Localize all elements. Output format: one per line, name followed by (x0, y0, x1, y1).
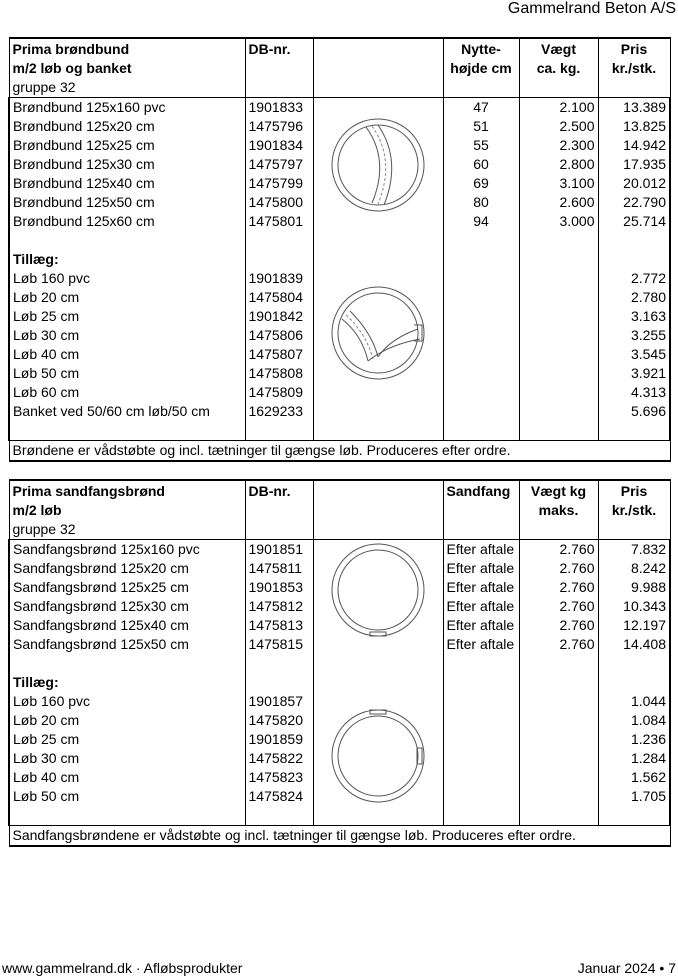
db-number: 1475796 (245, 117, 313, 136)
empty-cell (519, 383, 598, 402)
spacer-row (9, 673, 670, 692)
image-cell (313, 730, 443, 749)
db-number: 1475823 (245, 768, 313, 787)
weight-value: 2.760 (519, 635, 598, 654)
table-row (9, 578, 670, 597)
spacer (9, 806, 245, 825)
empty-cell (519, 345, 598, 364)
empty-cell (443, 307, 519, 326)
sandfang-value: Efter aftale (443, 616, 519, 635)
db-number: 1475807 (245, 345, 313, 364)
empty-cell (443, 326, 519, 345)
price-value: 3.163 (598, 307, 670, 326)
addon-row (9, 730, 670, 749)
product-group: gruppe 32 (12, 79, 76, 95)
addon-row (9, 787, 670, 806)
product-name: Banket ved 50/60 cm løb/50 cm (9, 402, 245, 421)
table-row (9, 635, 670, 654)
db-number: 1475815 (245, 635, 313, 654)
empty-cell (519, 231, 598, 250)
empty-cell (443, 269, 519, 288)
db-number: 1475809 (245, 383, 313, 402)
image-cell (313, 136, 443, 155)
image-cell (313, 768, 443, 787)
weight-value: 2.500 (519, 117, 598, 136)
product-name: Sandfangsbrønd 125x160 pvc (9, 540, 245, 560)
weight-value: 3.100 (519, 174, 598, 193)
addon-row (9, 402, 670, 421)
image-cell (313, 193, 443, 212)
image-cell (313, 578, 443, 597)
price-value: 9.988 (598, 578, 670, 597)
col-header-weight: Vægt ca. kg. (519, 38, 598, 98)
price-value: 3.255 (598, 326, 670, 345)
price-value: 20.012 (598, 174, 670, 193)
col-header-image (313, 480, 443, 540)
empty-cell (443, 288, 519, 307)
spacer-row (9, 421, 670, 440)
product-name: Løb 160 pvc (9, 692, 245, 711)
company-name: Gammelrand Beton A/S (507, 0, 676, 17)
empty-cell (313, 250, 443, 269)
addon-row (9, 364, 670, 383)
db-number: 1901834 (245, 136, 313, 155)
empty-cell (598, 654, 670, 673)
empty-cell (598, 673, 670, 692)
spacer-row (9, 654, 670, 673)
product-name: Løb 160 pvc (9, 269, 245, 288)
image-cell (313, 364, 443, 383)
col-header-db: DB-nr. (245, 480, 313, 540)
price-value: 3.921 (598, 364, 670, 383)
addon-row (9, 711, 670, 730)
product-title-cell (9, 38, 245, 98)
price-value: 13.825 (598, 117, 670, 136)
price-value: 10.343 (598, 597, 670, 616)
addon-row (9, 288, 670, 307)
product-name: Løb 60 cm (9, 383, 245, 402)
product-name: Sandfangsbrønd 125x30 cm (9, 597, 245, 616)
empty-cell (519, 364, 598, 383)
empty-cell (598, 806, 670, 825)
price-value: 3.545 (598, 345, 670, 364)
empty-cell (245, 806, 313, 825)
empty-cell (443, 787, 519, 806)
table-note: Brøndene er vådstøbte og incl. tætninger til gængse løb. Produceres efter ordre. (9, 440, 670, 461)
product-name: Brøndbund 125x25 cm (9, 136, 245, 155)
addon-row (9, 307, 670, 326)
empty-cell (443, 421, 519, 440)
product-group: gruppe 32 (12, 521, 76, 537)
table-row (9, 212, 670, 231)
sandfang-value: Efter aftale (443, 540, 519, 560)
table-row (9, 597, 670, 616)
table-row (9, 117, 670, 136)
addon-row (9, 383, 670, 402)
empty-cell (443, 768, 519, 787)
image-cell (313, 307, 443, 326)
addon-label: Tillæg: (9, 250, 245, 269)
db-number: 1475813 (245, 616, 313, 635)
empty-cell (443, 345, 519, 364)
col-header-db: DB-nr. (245, 38, 313, 98)
product-name: Sandfangsbrønd 125x50 cm (9, 635, 245, 654)
product-name: Brøndbund 125x60 cm (9, 212, 245, 231)
empty-cell (443, 364, 519, 383)
table-row (9, 559, 670, 578)
price-value: 14.942 (598, 136, 670, 155)
db-number: 1475801 (245, 212, 313, 231)
col-header-price: Pris kr./stk. (598, 38, 670, 98)
empty-cell (598, 421, 670, 440)
image-cell (313, 326, 443, 345)
db-number: 1901833 (245, 98, 313, 118)
empty-cell (519, 787, 598, 806)
weight-value: 2.760 (519, 597, 598, 616)
weight-value: 2.760 (519, 616, 598, 635)
empty-cell (443, 711, 519, 730)
product-title-cell (9, 480, 245, 540)
empty-cell (519, 806, 598, 825)
weight-value: 2.600 (519, 193, 598, 212)
col-header-price: Pris kr./stk. (598, 480, 670, 540)
price-value: 1.705 (598, 787, 670, 806)
weight-value: 2.760 (519, 559, 598, 578)
height-value: 47 (443, 98, 519, 118)
spacer-row (9, 250, 670, 269)
empty-cell (443, 402, 519, 421)
image-cell (313, 345, 443, 364)
footer-website: www.gammelrand.dk · Afløbsprodukter (2, 960, 243, 976)
height-value: 80 (443, 193, 519, 212)
product-name: Løb 40 cm (9, 345, 245, 364)
image-cell (313, 383, 443, 402)
empty-cell (519, 673, 598, 692)
empty-cell (443, 231, 519, 250)
price-value: 22.790 (598, 193, 670, 212)
table-row (9, 136, 670, 155)
db-number: 1475808 (245, 364, 313, 383)
spacer-row (9, 806, 670, 825)
product-title: Prima sandfangsbrønd (12, 483, 165, 499)
sandfang-value: Efter aftale (443, 578, 519, 597)
table-row (9, 616, 670, 635)
db-number: 1901857 (245, 692, 313, 711)
price-value: 1.044 (598, 692, 670, 711)
height-value: 60 (443, 155, 519, 174)
empty-cell (245, 250, 313, 269)
db-number: 1475797 (245, 155, 313, 174)
db-number: 1629233 (245, 402, 313, 421)
db-number: 1901859 (245, 730, 313, 749)
db-number: 1901851 (245, 540, 313, 560)
table-header (9, 38, 670, 98)
image-cell (313, 155, 443, 174)
empty-cell (443, 749, 519, 768)
empty-cell (245, 421, 313, 440)
image-cell (313, 402, 443, 421)
image-cell (313, 616, 443, 635)
product-name: Løb 30 cm (9, 749, 245, 768)
db-number: 1475811 (245, 559, 313, 578)
price-value: 7.832 (598, 540, 670, 560)
product-name: Løb 40 cm (9, 768, 245, 787)
price-value: 1.236 (598, 730, 670, 749)
weight-value: 2.300 (519, 136, 598, 155)
weight-value: 3.000 (519, 212, 598, 231)
db-number: 1475799 (245, 174, 313, 193)
product-subtitle: m/2 løb (12, 502, 62, 518)
table-header (9, 480, 670, 540)
spacer (9, 231, 245, 250)
image-cell (313, 597, 443, 616)
product-name: Brøndbund 125x20 cm (9, 117, 245, 136)
product-name: Brøndbund 125x160 pvc (9, 98, 245, 118)
image-cell (313, 749, 443, 768)
addon-row (9, 326, 670, 345)
spacer-row (9, 231, 670, 250)
price-value: 4.313 (598, 383, 670, 402)
empty-cell (443, 250, 519, 269)
col-header-height: Nytte- højde cm (443, 38, 519, 98)
empty-cell (519, 269, 598, 288)
empty-cell (443, 383, 519, 402)
image-cell (313, 787, 443, 806)
image-cell (313, 117, 443, 136)
empty-cell (313, 654, 443, 673)
height-value: 94 (443, 212, 519, 231)
price-value: 13.389 (598, 98, 670, 118)
product-name: Sandfangsbrønd 125x40 cm (9, 616, 245, 635)
footer-date-page: Januar 2024 • 7 (577, 960, 676, 976)
product-name: Løb 50 cm (9, 364, 245, 383)
empty-cell (245, 231, 313, 250)
empty-cell (519, 326, 598, 345)
product-title: Prima brøndbund (12, 41, 130, 57)
table-row (9, 174, 670, 193)
product-name: Sandfangsbrønd 125x20 cm (9, 559, 245, 578)
table-note-row (9, 440, 670, 461)
empty-cell (519, 749, 598, 768)
weight-value: 2.760 (519, 578, 598, 597)
price-value: 8.242 (598, 559, 670, 578)
table-row (9, 155, 670, 174)
table-note-row (9, 825, 670, 846)
db-number: 1475824 (245, 787, 313, 806)
db-number: 1475804 (245, 288, 313, 307)
price-value: 2.780 (598, 288, 670, 307)
price-value: 2.772 (598, 269, 670, 288)
addon-row (9, 749, 670, 768)
weight-value: 2.760 (519, 540, 598, 560)
price-value: 14.408 (598, 635, 670, 654)
product-subtitle: m/2 løb og banket (12, 60, 132, 76)
image-cell (313, 288, 443, 307)
addon-label: Tillæg: (9, 673, 245, 692)
col-header-weight: Vægt kg maks. (519, 480, 598, 540)
db-number: 1901853 (245, 578, 313, 597)
price-value: 5.696 (598, 402, 670, 421)
price-value: 1.084 (598, 711, 670, 730)
col-header-image (313, 38, 443, 98)
product-name: Løb 20 cm (9, 711, 245, 730)
height-value: 55 (443, 136, 519, 155)
empty-cell (313, 673, 443, 692)
empty-cell (519, 402, 598, 421)
empty-cell (519, 730, 598, 749)
price-value: 1.562 (598, 768, 670, 787)
sandfang-value: Efter aftale (443, 559, 519, 578)
image-cell (313, 174, 443, 193)
empty-cell (313, 806, 443, 825)
empty-cell (443, 692, 519, 711)
price-value: 17.935 (598, 155, 670, 174)
price-value: 25.714 (598, 212, 670, 231)
image-cell (313, 711, 443, 730)
db-number: 1901842 (245, 307, 313, 326)
db-number: 1901839 (245, 269, 313, 288)
image-cell (313, 559, 443, 578)
db-number: 1475822 (245, 749, 313, 768)
db-number: 1475812 (245, 597, 313, 616)
price-table-brondbund (8, 37, 671, 462)
product-name: Løb 30 cm (9, 326, 245, 345)
spacer (9, 654, 245, 673)
sandfang-value: Efter aftale (443, 597, 519, 616)
empty-cell (443, 673, 519, 692)
table-note: Sandfangsbrøndene er vådstøbte og incl. tætninger til gængse løb. Produceres efter ordre. (9, 825, 670, 846)
empty-cell (443, 730, 519, 749)
db-number: 1475806 (245, 326, 313, 345)
empty-cell (598, 231, 670, 250)
empty-cell (598, 250, 670, 269)
empty-cell (519, 692, 598, 711)
table-row (9, 193, 670, 212)
product-name: Brøndbund 125x50 cm (9, 193, 245, 212)
price-value: 12.197 (598, 616, 670, 635)
db-number: 1475820 (245, 711, 313, 730)
price-table-sandfang (8, 479, 671, 847)
weight-value: 2.800 (519, 155, 598, 174)
addon-row (9, 768, 670, 787)
empty-cell (519, 307, 598, 326)
product-name: Brøndbund 125x30 cm (9, 155, 245, 174)
empty-cell (313, 421, 443, 440)
product-name: Brøndbund 125x40 cm (9, 174, 245, 193)
empty-cell (519, 654, 598, 673)
empty-cell (519, 711, 598, 730)
col-header-sandfang: Sandfang (443, 480, 519, 540)
image-cell (313, 212, 443, 231)
empty-cell (519, 768, 598, 787)
price-value: 1.284 (598, 749, 670, 768)
image-cell (313, 635, 443, 654)
height-value: 69 (443, 174, 519, 193)
addon-row (9, 345, 670, 364)
product-name: Sandfangsbrønd 125x25 cm (9, 578, 245, 597)
weight-value: 2.100 (519, 98, 598, 118)
empty-cell (313, 231, 443, 250)
db-number: 1475800 (245, 193, 313, 212)
product-name: Løb 20 cm (9, 288, 245, 307)
empty-cell (519, 421, 598, 440)
spacer (9, 421, 245, 440)
sandfang-value: Efter aftale (443, 635, 519, 654)
product-name: Løb 25 cm (9, 730, 245, 749)
empty-cell (443, 654, 519, 673)
product-name: Løb 50 cm (9, 787, 245, 806)
empty-cell (519, 250, 598, 269)
empty-cell (245, 673, 313, 692)
product-name: Løb 25 cm (9, 307, 245, 326)
empty-cell (519, 288, 598, 307)
height-value: 51 (443, 117, 519, 136)
empty-cell (443, 806, 519, 825)
empty-cell (245, 654, 313, 673)
